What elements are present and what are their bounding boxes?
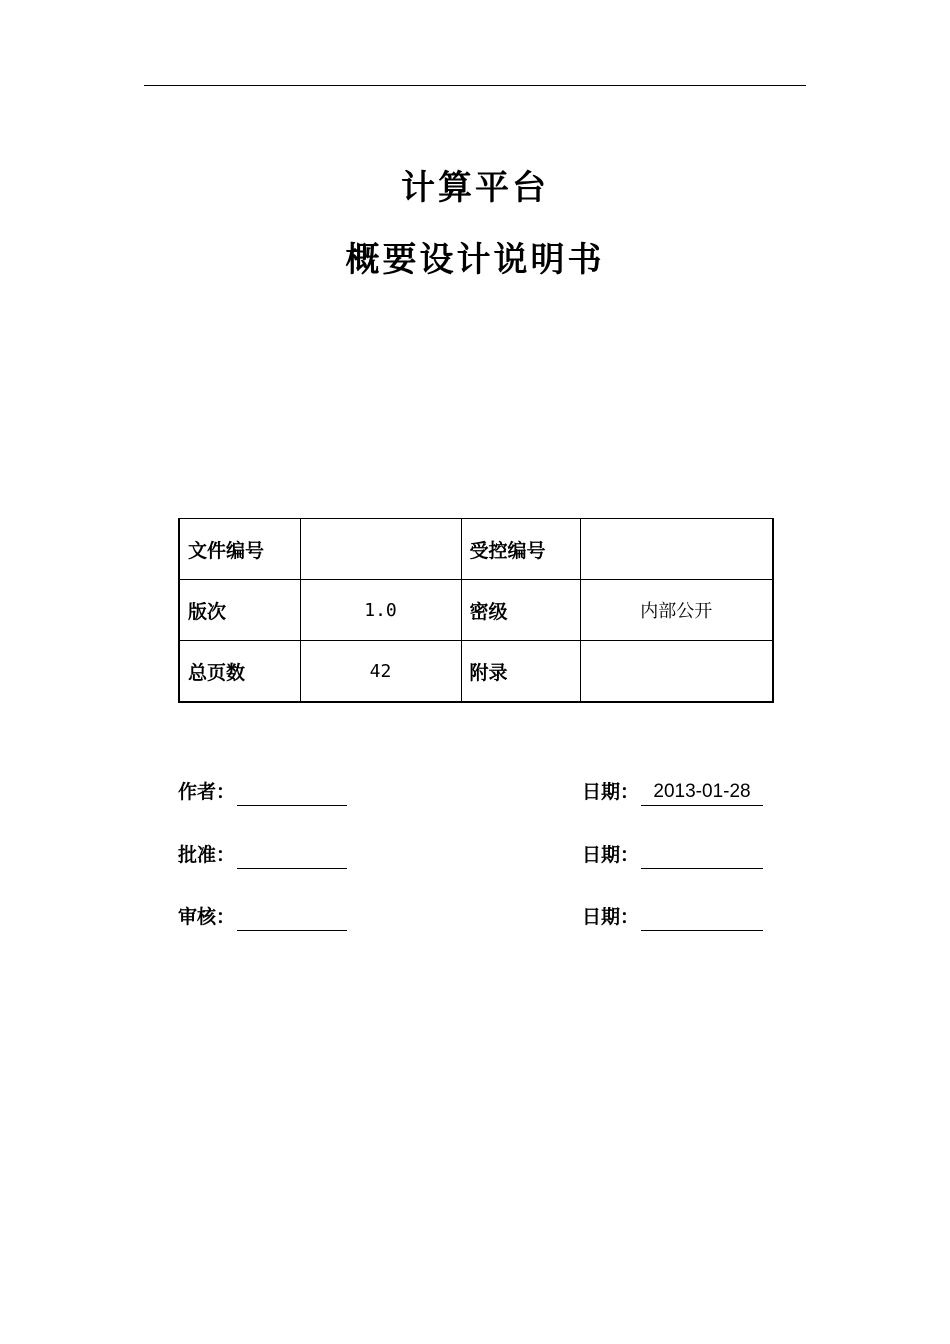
file-no-value [300, 519, 461, 580]
review-label: 审核： [178, 906, 236, 928]
table-row [179, 519, 773, 580]
pages-label: 总页数 [179, 641, 300, 703]
document-info-table [178, 518, 774, 703]
document-title: 计算平台 [401, 168, 549, 208]
table-row [179, 641, 773, 703]
header-rule [144, 85, 806, 86]
review-date-label: 日期： [582, 906, 640, 928]
author-date-field: 2013-01-28 [641, 777, 763, 806]
author-label: 作者： [178, 781, 236, 803]
author-date-row [582, 777, 763, 807]
author-row [178, 777, 347, 807]
pages-value: 42 [300, 641, 461, 703]
review-row [178, 902, 347, 932]
control-no-value [580, 519, 773, 580]
version-value: 1.0 [300, 580, 461, 641]
review-field [237, 902, 347, 931]
file-no-label: 文件编号 [179, 519, 300, 580]
table-row [179, 580, 773, 641]
control-no-label: 受控编号 [461, 519, 580, 580]
approve-field [237, 840, 347, 869]
approve-row [178, 840, 347, 870]
author-date-label: 日期： [582, 781, 640, 803]
approve-date-field [641, 840, 763, 869]
appendix-value [580, 641, 773, 703]
appendix-label: 附录 [461, 641, 580, 703]
review-date-field [641, 902, 763, 931]
security-value: 内部公开 [580, 580, 773, 641]
security-label: 密级 [461, 580, 580, 641]
approve-date-label: 日期： [582, 844, 640, 866]
approve-label: 批准： [178, 844, 236, 866]
review-date-row [582, 902, 763, 932]
approve-date-row [582, 840, 763, 870]
author-field [237, 777, 347, 806]
version-label: 版次 [179, 580, 300, 641]
document-subtitle: 概要设计说明书 [345, 240, 605, 280]
